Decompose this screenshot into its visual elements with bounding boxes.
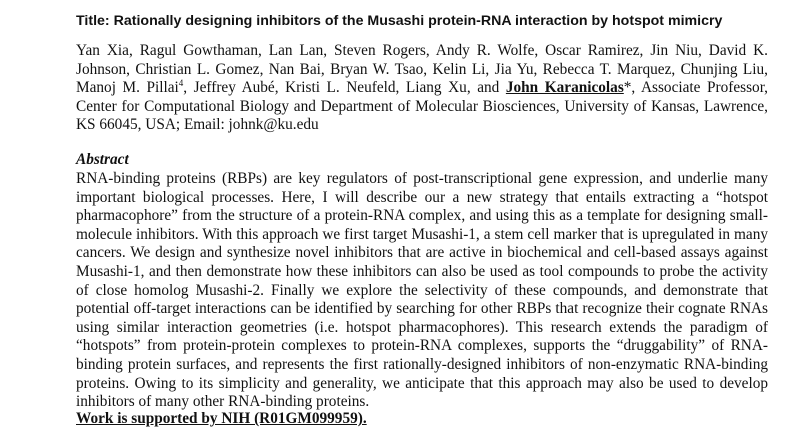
title-label: Title: bbox=[76, 13, 110, 29]
authors-group-1: Yan Xia, Ragul Gowthaman, Lan Lan, Steven Rogers, Andy R. Wolfe, Oscar Ramirez, Jin Niu, David K. Johnson, Christian L. Gomez, Nan Bai, Bryan W. Tsao, Kelin Li, Jia Yu, Rebecca T. Marquez, Chunjing Liu, Manoj M. Pillai bbox=[76, 42, 768, 97]
authors-group-2: , Jeffrey Aubé, Kristi L. Neufeld, Liang Xu, and bbox=[183, 79, 506, 97]
abstract-heading: Abstract bbox=[76, 151, 129, 168]
affiliation: *, Associate Professor, Center for Computational Biology and Department of Molecular Biosciences, University of Kansas, Lawrence, KS 66045, USA; Email: johnk@ku.edu bbox=[76, 79, 768, 134]
title-line bbox=[76, 12, 768, 30]
funding-statement: Work is supported by NIH (R01GM099959). bbox=[76, 410, 367, 427]
author-list bbox=[76, 42, 768, 135]
paper-title: Rationally designing inhibitors of the Musashi protein-RNA interaction by hotspot mimicry bbox=[113, 13, 723, 29]
abstract-body: RNA-binding proteins (RBPs) are key regulators of post-transcriptional gene expression, and underlie many important biological processes. Here, I will describe our a new strategy that entails extracting a “hotspot pharmacophore” from the structure of a protein-RNA complex, and using this as a template for designing small-molecule inhibitors. With this approach we first target Musashi-1, a stem cell marker that is upregulated in many cancers. We design and synthesize novel inhibitors that are active in biochemical and cell-based assays against Musashi-1, and then demonstrate how these inhibitors can also be used as tool compounds to probe the activity of close homolog Musashi-2. Finally we explore the selectivity of these compounds, and demonstrate that potential off-target interactions can be identified by searching for other RBPs that recognize their cognate RNAs using similar interaction geometries (i.e. hotspot pharmacophores). This research extends the paradigm of “hotspots” from protein-protein complexes to protein-RNA complexes, supports the “druggability” of RNA-binding protein surfaces, and represents the first rationally-designed inhibitors of non-enzymatic RNA-binding proteins. Owing to its simplicity and generality, we anticipate that this approach may also be used to develop inhibitors of many other RNA-binding proteins. bbox=[76, 170, 768, 411]
author-superscript: 4 bbox=[178, 78, 184, 89]
presenting-author: John Karanicolas bbox=[505, 79, 624, 97]
